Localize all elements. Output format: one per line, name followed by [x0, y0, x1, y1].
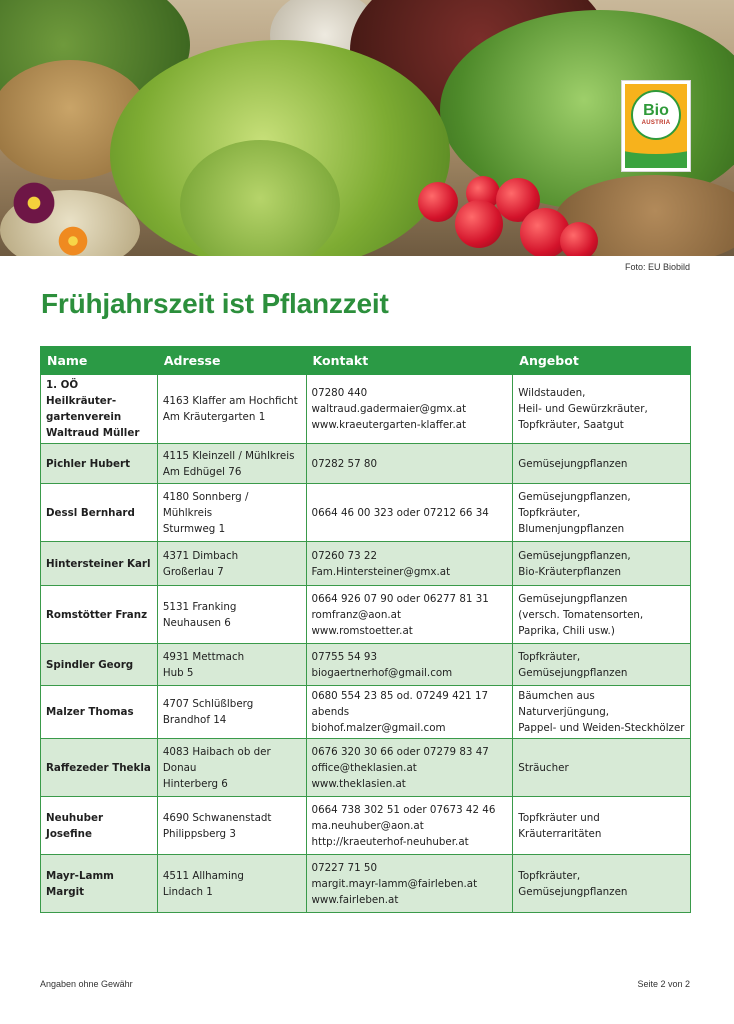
column-header-offer: Angebot — [513, 347, 691, 375]
column-header-address: Adresse — [157, 347, 306, 375]
page-title: Frühjahrszeit ist Pflanzzeit — [41, 288, 389, 319]
cell-name: Mayr-Lamm Margit — [41, 855, 158, 913]
viola-flower-shape — [8, 182, 60, 224]
table-row — [41, 739, 691, 797]
cell-address: 4371 Dimbach Großerlau 7 — [157, 542, 306, 586]
cell-address: 4180 Sonnberg / Mühlkreis Sturmweg 1 — [157, 484, 306, 542]
cell-address: 4511 Allhaming Lindach 1 — [157, 855, 306, 913]
page-number: Seite 2 von 2 — [637, 979, 690, 989]
radish-shape — [560, 222, 598, 256]
logo-field-shape — [625, 146, 687, 168]
cell-name: Malzer Thomas — [41, 686, 158, 739]
cell-contact: 07260 73 22 Fam.Hintersteiner@gmx.at — [306, 542, 513, 586]
cell-name: Spindler Georg — [41, 644, 158, 686]
cell-name: Pichler Hubert — [41, 444, 158, 484]
cell-address: 4931 Mettmach Hub 5 — [157, 644, 306, 686]
cell-offer: Gemüsejungpflanzen — [513, 444, 691, 484]
table-row — [41, 686, 691, 739]
radish-shape — [418, 182, 458, 222]
cell-offer: Gemüsejungpflanzen, Bio-Kräuterpflanzen — [513, 542, 691, 586]
table-header-row — [41, 347, 691, 375]
cell-contact: 0680 554 23 85 od. 07249 421 17 abends biohof.malzer@gmail.com — [306, 686, 513, 739]
cell-address: 4163 Klaffer am Hochficht Am Kräutergarten 1 — [157, 375, 306, 444]
cell-contact: 0676 320 30 66 oder 07279 83 47 office@theklasien.at www.theklasien.at — [306, 739, 513, 797]
column-header-name: Name — [41, 347, 158, 375]
table-body — [41, 375, 691, 913]
cell-contact: 07282 57 80 — [306, 444, 513, 484]
cell-contact: 0664 738 302 51 oder 07673 42 46 ma.neuhuber@aon.at http://kraeuterhof-neuhuber.at — [306, 797, 513, 855]
cell-address: 4115 Kleinzell / Mühlkreis Am Edhügel 76 — [157, 444, 306, 484]
cell-contact: 07227 71 50 margit.mayr-lamm@fairleben.at www.fairleben.at — [306, 855, 513, 913]
cell-offer: Bäumchen aus Naturverjüngung, Pappel- und Weiden-Steckhölzer — [513, 686, 691, 739]
cell-offer: Wildstauden, Heil- und Gewürzkräuter, Topfkräuter, Saatgut — [513, 375, 691, 444]
cell-name: Dessl Bernhard — [41, 484, 158, 542]
photo-credit: Foto: EU Biobild — [624, 262, 690, 272]
table-row — [41, 375, 691, 444]
cell-offer: Topfkräuter, Gemüsejungpflanzen — [513, 644, 691, 686]
cell-contact: 0664 926 07 90 oder 06277 81 31 romfranz@aon.at www.romstoetter.at — [306, 586, 513, 644]
cell-address: 4083 Haibach ob der Donau Hinterberg 6 — [157, 739, 306, 797]
cell-name: 1. OÖ Heilkräuter- gartenverein Waltraud Müller — [41, 375, 158, 444]
cell-address: 4690 Schwanenstadt Philippsberg 3 — [157, 797, 306, 855]
table-row — [41, 644, 691, 686]
table-row — [41, 855, 691, 913]
radish-shape — [455, 200, 503, 248]
cell-offer: Gemüsejungpflanzen, Topfkräuter, Blumenjungpflanzen — [513, 484, 691, 542]
logo-austria-text: AUSTRIA — [641, 120, 671, 126]
table-row — [41, 484, 691, 542]
logo-background — [625, 84, 687, 168]
disclaimer: Angaben ohne Gewähr — [40, 979, 133, 989]
table-row — [41, 444, 691, 484]
column-header-contact: Kontakt — [306, 347, 513, 375]
logo-bio-text: Bio — [643, 102, 669, 119]
cell-name: Neuhuber Josefine — [41, 797, 158, 855]
cell-contact: 07280 440 waltraud.gadermaier@gmx.at www.kraeutergarten-klaffer.at — [306, 375, 513, 444]
cell-offer: Topfkräuter, Gemüsejungpflanzen — [513, 855, 691, 913]
cell-name: Raffezeder Thekla — [41, 739, 158, 797]
orange-flower-shape — [56, 226, 90, 256]
supplier-table — [40, 346, 691, 913]
cell-contact: 0664 46 00 323 oder 07212 66 34 — [306, 484, 513, 542]
cell-address: 4707 Schlüßlberg Brandhof 14 — [157, 686, 306, 739]
cell-offer: Gemüsejungpflanzen (versch. Tomatensorten, Paprika, Chili usw.) — [513, 586, 691, 644]
cell-name: Hintersteiner Karl — [41, 542, 158, 586]
table-row — [41, 586, 691, 644]
bio-austria-logo — [621, 80, 691, 172]
logo-circle — [631, 90, 681, 140]
table-row — [41, 797, 691, 855]
cell-name: Romstötter Franz — [41, 586, 158, 644]
cell-offer: Sträucher — [513, 739, 691, 797]
cell-offer: Topfkräuter und Kräuterraritäten — [513, 797, 691, 855]
cell-contact: 07755 54 93 biogaertnerhof@gmail.com — [306, 644, 513, 686]
cell-address: 5131 Franking Neuhausen 6 — [157, 586, 306, 644]
table-row — [41, 542, 691, 586]
